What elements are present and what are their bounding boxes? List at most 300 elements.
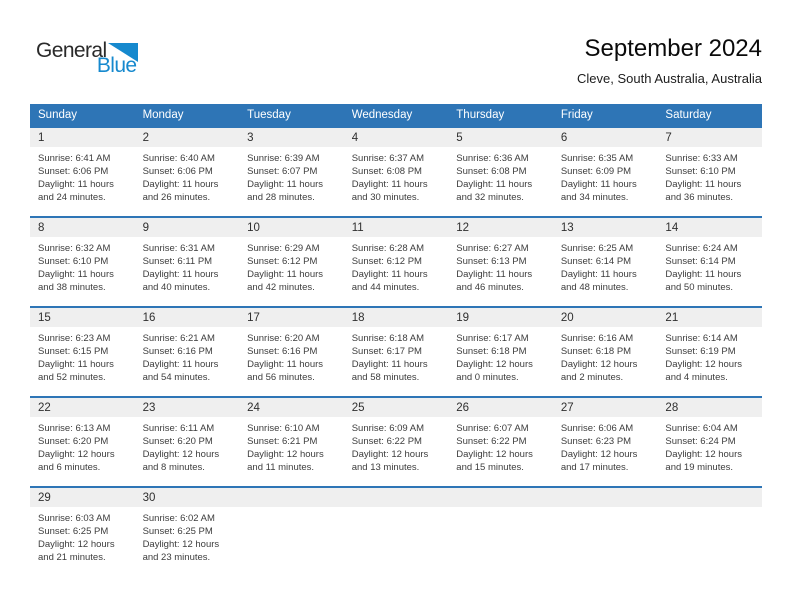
daylight-value: 11 hours and 42 minutes. [247,269,324,293]
daylight-value: 11 hours and 56 minutes. [247,359,324,383]
daylight-line [665,358,754,384]
day-info [247,332,336,384]
sunset-label: Sunset: [38,256,71,267]
day-info [38,152,127,204]
day-number: 6 [560,132,568,144]
sunrise-line [38,422,127,435]
sunrise-line [352,332,441,345]
sunset-value: 6:06 PM [177,166,213,177]
daylight-label: Daylight: [351,269,389,280]
sunrise-line [561,422,650,435]
sunrise-line [247,152,336,165]
sunset-label: Sunset: [665,166,698,177]
daylight-label: Daylight: [456,359,494,370]
day-info [352,152,441,204]
sunset-value: 6:24 PM [700,436,736,447]
daylight-line [247,358,336,384]
daylight-value: 12 hours and 13 minutes. [351,449,429,473]
daylight-line [143,538,232,564]
sunset-line [561,435,650,448]
day-cell-17 [239,308,344,396]
sunrise-value: 6:11 AM [180,423,215,434]
sunrise-value: 6:35 AM [598,153,634,164]
day-cell-15 [30,308,135,396]
weekday-label-thursday: Thursday [456,109,505,121]
daylight-value: 12 hours and 4 minutes. [665,359,743,383]
day-cell-22 [30,398,135,486]
sunset-label: Sunset: [560,436,594,447]
sunset-line [38,255,127,268]
day-number: 30 [142,492,156,504]
sunrise-label: Sunrise: [665,333,701,344]
sunrise-value: 6:31 AM [180,243,215,254]
day-cell-2 [135,128,240,216]
daylight-value: 11 hours and 28 minutes. [247,179,324,203]
sunset-line [38,525,127,538]
day-cell-8 [30,218,135,306]
page-title: September 2024 [584,35,762,62]
sunset-value: 6:08 PM [491,166,527,177]
sunset-label: Sunset: [38,166,71,177]
title-block [577,36,762,86]
daylight-label: Daylight: [38,539,75,550]
day-cell-21 [657,308,762,396]
daylight-line [38,448,127,474]
sunrise-line [143,152,232,165]
logo-text-general: General [36,39,107,62]
sunrise-value: 6:18 AM [389,333,425,344]
sunset-value: 6:09 PM [595,166,632,177]
day-cell-28 [657,398,762,486]
sunrise-label: Sunrise: [247,423,282,434]
daylight-value: 11 hours and 24 minutes. [38,179,114,203]
day-cell-24 [239,398,344,486]
day-info [561,152,650,204]
sunrise-value: 6:20 AM [284,333,320,344]
sunset-value: 6:08 PM [386,166,422,177]
sunrise-line [665,242,754,255]
day-info [143,422,232,474]
sunset-label: Sunset: [247,346,280,357]
day-info [456,152,545,204]
daylight-value: 11 hours and 38 minutes. [38,269,114,293]
day-info [143,512,232,564]
day-info [665,332,754,384]
sunrise-line [143,512,232,525]
daylight-line [38,538,127,564]
daylight-line [143,448,232,474]
daylight-label: Daylight: [142,179,180,190]
week-cells [30,218,762,306]
daylight-label: Daylight: [38,359,75,370]
sunrise-value: 6:14 AM [702,333,738,344]
day-number: 29 [38,492,51,504]
sunrise-line [456,242,545,255]
weekday-label-tuesday: Tuesday [247,109,291,121]
calendar-week-row [30,486,762,576]
sunset-line [38,435,127,448]
day-cell-3 [239,128,344,216]
sunrise-label: Sunrise: [142,333,178,344]
sunset-line [143,165,232,178]
sunrise-value: 6:23 AM [75,333,111,344]
daylight-label: Daylight: [247,269,285,280]
sunrise-value: 6:25 AM [598,243,634,254]
day-info [38,512,127,564]
page-header [30,36,762,96]
sunrise-label: Sunrise: [665,243,701,254]
sunset-label: Sunset: [247,256,280,267]
daylight-label: Daylight: [665,269,703,280]
daylight-label: Daylight: [560,179,598,190]
sunrise-line [561,152,650,165]
sunset-value: 6:18 PM [491,346,527,357]
sunset-label: Sunset: [665,256,698,267]
day-number: 15 [38,312,51,324]
sunrise-line [38,512,127,525]
sunrise-value: 6:10 AM [284,423,320,434]
sunset-value: 6:20 PM [177,436,213,447]
daylight-label: Daylight: [351,179,389,190]
calendar-week-row [30,396,762,486]
sunset-value: 6:13 PM [491,256,527,267]
daylight-line [352,178,441,204]
sunrise-line [38,332,127,345]
week-cells [30,308,762,396]
day-cell-16 [135,308,240,396]
calendar-week-row [30,306,762,396]
sunset-line [143,525,232,538]
sunrise-line [38,242,127,255]
daylight-value: 12 hours and 21 minutes. [38,539,115,563]
day-info [561,422,650,474]
sunrise-value: 6:02 AM [180,513,215,524]
sunrise-label: Sunrise: [665,423,701,434]
sunrise-value: 6:24 AM [702,243,738,254]
sunset-line [352,345,441,358]
daylight-line [665,178,754,204]
day-info [352,422,441,474]
sunset-value: 6:16 PM [282,346,318,357]
daylight-line [143,178,232,204]
daylight-label: Daylight: [142,269,180,280]
daylight-value: 11 hours and 48 minutes. [560,269,637,293]
day-cell-14 [657,218,762,306]
day-info [247,152,336,204]
daylight-value: 12 hours and 23 minutes. [142,539,220,563]
sunset-line [247,435,336,448]
daylight-line [456,178,545,204]
empty-day-cell [344,488,449,576]
empty-day-cell [239,488,344,576]
sunset-line [456,345,545,358]
sunrise-line [665,332,754,345]
sunrise-value: 6:07 AM [493,423,529,434]
daylight-value: 11 hours and 54 minutes. [142,359,219,383]
day-number: 16 [142,312,156,324]
sunrise-line [143,422,232,435]
daylight-label: Daylight: [665,179,703,190]
sunset-line [665,435,754,448]
sunrise-line [247,422,336,435]
sunset-label: Sunset: [456,346,489,357]
daylight-label: Daylight: [247,359,285,370]
sunrise-value: 6:33 AM [702,153,738,164]
daylight-label: Daylight: [142,359,180,370]
sunrise-label: Sunrise: [142,423,178,434]
sunrise-value: 6:09 AM [389,423,425,434]
day-cell-19 [448,308,553,396]
day-info [143,152,232,204]
daylight-label: Daylight: [247,179,285,190]
daylight-label: Daylight: [247,449,285,460]
sunrise-line [561,332,650,345]
sunrise-label: Sunrise: [247,153,282,164]
sunset-label: Sunset: [351,436,384,447]
daylight-label: Daylight: [456,269,494,280]
daylight-line [352,448,441,474]
sunrise-value: 6:04 AM [702,423,738,434]
sunset-label: Sunset: [142,256,175,267]
daylight-value: 11 hours and 32 minutes. [456,179,533,203]
day-number: 13 [560,222,574,234]
sunrise-line [456,332,545,345]
sunset-label: Sunset: [665,436,698,447]
weekday-label-monday: Monday [142,109,184,121]
sunrise-line [143,242,232,255]
weekday-label-sunday: Sunday [38,109,78,121]
day-number: 4 [351,132,359,144]
sunrise-value: 6:27 AM [493,243,529,254]
sunset-value: 6:10 PM [72,256,109,267]
sunset-label: Sunset: [560,166,594,177]
sunrise-label: Sunrise: [560,153,596,164]
sunrise-line [561,242,650,255]
sunrise-value: 6:13 AM [75,423,111,434]
daylight-label: Daylight: [456,179,494,190]
sunrise-line [456,152,545,165]
day-number: 7 [665,132,672,144]
sunrise-value: 6:32 AM [75,243,111,254]
sunset-value: 6:22 PM [386,436,422,447]
week-cells [30,128,762,216]
sunrise-value: 6:36 AM [493,153,529,164]
sunset-line [143,345,232,358]
sunset-value: 6:12 PM [282,256,318,267]
sunset-value: 6:07 PM [282,166,318,177]
sunset-label: Sunset: [247,436,280,447]
day-number: 12 [456,222,470,234]
sunrise-value: 6:41 AM [75,153,111,164]
week-cells [30,488,762,576]
sunrise-value: 6:16 AM [598,333,634,344]
daylight-value: 11 hours and 40 minutes. [142,269,219,293]
sunset-value: 6:12 PM [386,256,422,267]
daylight-line [561,448,650,474]
day-number: 14 [665,222,679,234]
sunset-line [456,165,545,178]
daylight-label: Daylight: [665,449,703,460]
sunset-label: Sunset: [142,166,175,177]
daylight-label: Daylight: [560,359,598,370]
daylight-line [665,268,754,294]
sunrise-label: Sunrise: [456,153,492,164]
day-info [665,152,754,204]
sunset-label: Sunset: [142,346,175,357]
day-cell-11 [344,218,449,306]
sunset-line [247,255,336,268]
day-info [561,242,650,294]
sunrise-label: Sunrise: [38,423,73,434]
sunrise-line [352,152,441,165]
day-number: 25 [351,402,365,414]
sunrise-label: Sunrise: [560,243,596,254]
daylight-value: 12 hours and 8 minutes. [142,449,220,473]
daylight-line [247,448,336,474]
day-info [38,242,127,294]
sunset-label: Sunset: [351,256,384,267]
sunset-value: 6:06 PM [72,166,109,177]
daylight-value: 12 hours and 0 minutes. [456,359,533,383]
day-number: 27 [560,402,574,414]
day-cell-30 [135,488,240,576]
day-info [247,422,336,474]
sunset-label: Sunset: [38,346,71,357]
daylight-value: 11 hours and 30 minutes. [351,179,428,203]
day-cell-6 [553,128,658,216]
sunrise-label: Sunrise: [560,423,596,434]
sunset-label: Sunset: [560,346,594,357]
sunset-value: 6:21 PM [282,436,318,447]
sunset-value: 6:10 PM [700,166,736,177]
day-number: 20 [560,312,574,324]
daylight-label: Daylight: [351,359,389,370]
daylight-line [143,268,232,294]
sunset-line [352,435,441,448]
daylight-line [352,358,441,384]
daylight-value: 11 hours and 52 minutes. [38,359,114,383]
daylight-value: 12 hours and 2 minutes. [560,359,638,383]
day-cell-20 [553,308,658,396]
sunrise-label: Sunrise: [247,333,282,344]
sunset-line [665,255,754,268]
weekday-header-row [30,104,762,126]
daylight-value: 11 hours and 46 minutes. [456,269,533,293]
sunrise-line [38,152,127,165]
sunset-label: Sunset: [351,166,384,177]
day-info [456,242,545,294]
sunrise-label: Sunrise: [351,423,387,434]
sunrise-value: 6:37 AM [389,153,425,164]
calendar-weeks [30,126,762,576]
day-number: 23 [142,402,156,414]
sunset-value: 6:18 PM [595,346,632,357]
empty-day-cell [553,488,658,576]
sunrise-line [143,332,232,345]
sunrise-line [665,422,754,435]
sunrise-line [247,242,336,255]
day-number: 1 [38,132,45,144]
empty-day-cell [657,488,762,576]
sunset-line [665,165,754,178]
day-number: 21 [665,312,679,324]
day-number: 2 [142,132,149,144]
day-number: 8 [38,222,45,234]
sunrise-value: 6:39 AM [284,153,320,164]
sunset-line [561,255,650,268]
daylight-label: Daylight: [665,359,703,370]
daylight-value: 12 hours and 19 minutes. [665,449,743,473]
sunrise-label: Sunrise: [142,243,178,254]
sunset-value: 6:23 PM [595,436,632,447]
sunrise-label: Sunrise: [560,333,596,344]
sunset-value: 6:15 PM [72,346,109,357]
daylight-label: Daylight: [38,449,75,460]
day-info [456,332,545,384]
day-cell-29 [30,488,135,576]
sunrise-label: Sunrise: [142,513,178,524]
sunrise-label: Sunrise: [351,243,387,254]
daylight-label: Daylight: [560,269,598,280]
day-info [352,242,441,294]
sunset-value: 6:25 PM [72,526,109,537]
day-number: 5 [456,132,463,144]
sunrise-line [352,422,441,435]
day-cell-1 [30,128,135,216]
sunset-value: 6:17 PM [386,346,422,357]
daylight-line [247,268,336,294]
calendar-week-row [30,126,762,216]
daylight-label: Daylight: [38,269,75,280]
day-number: 17 [247,312,260,324]
sunrise-line [456,422,545,435]
sunset-label: Sunset: [142,436,175,447]
week-cells [30,398,762,486]
sunset-line [352,165,441,178]
sunset-label: Sunset: [456,166,489,177]
sunset-label: Sunset: [247,166,280,177]
logo-text-blue: Blue [96,54,137,77]
sunrise-value: 6:28 AM [389,243,425,254]
sunset-line [665,345,754,358]
sunset-value: 6:11 PM [177,256,213,267]
sunrise-value: 6:03 AM [75,513,111,524]
sunset-line [352,255,441,268]
sunrise-label: Sunrise: [665,153,701,164]
sunset-value: 6:16 PM [177,346,213,357]
sunset-line [561,345,650,358]
sunrise-label: Sunrise: [38,513,73,524]
sunset-line [38,345,127,358]
day-number: 26 [456,402,470,414]
daylight-label: Daylight: [38,179,75,190]
daylight-line [143,358,232,384]
sunrise-label: Sunrise: [456,423,492,434]
day-cell-23 [135,398,240,486]
sunrise-line [352,242,441,255]
sunset-value: 6:20 PM [72,436,109,447]
daylight-value: 11 hours and 58 minutes. [351,359,428,383]
sunset-value: 6:14 PM [595,256,632,267]
day-info [247,242,336,294]
sunrise-label: Sunrise: [142,153,178,164]
daylight-line [352,268,441,294]
sunrise-label: Sunrise: [351,153,387,164]
day-number: 18 [351,312,365,324]
day-cell-13 [553,218,658,306]
daylight-line [456,448,545,474]
sunrise-label: Sunrise: [351,333,387,344]
